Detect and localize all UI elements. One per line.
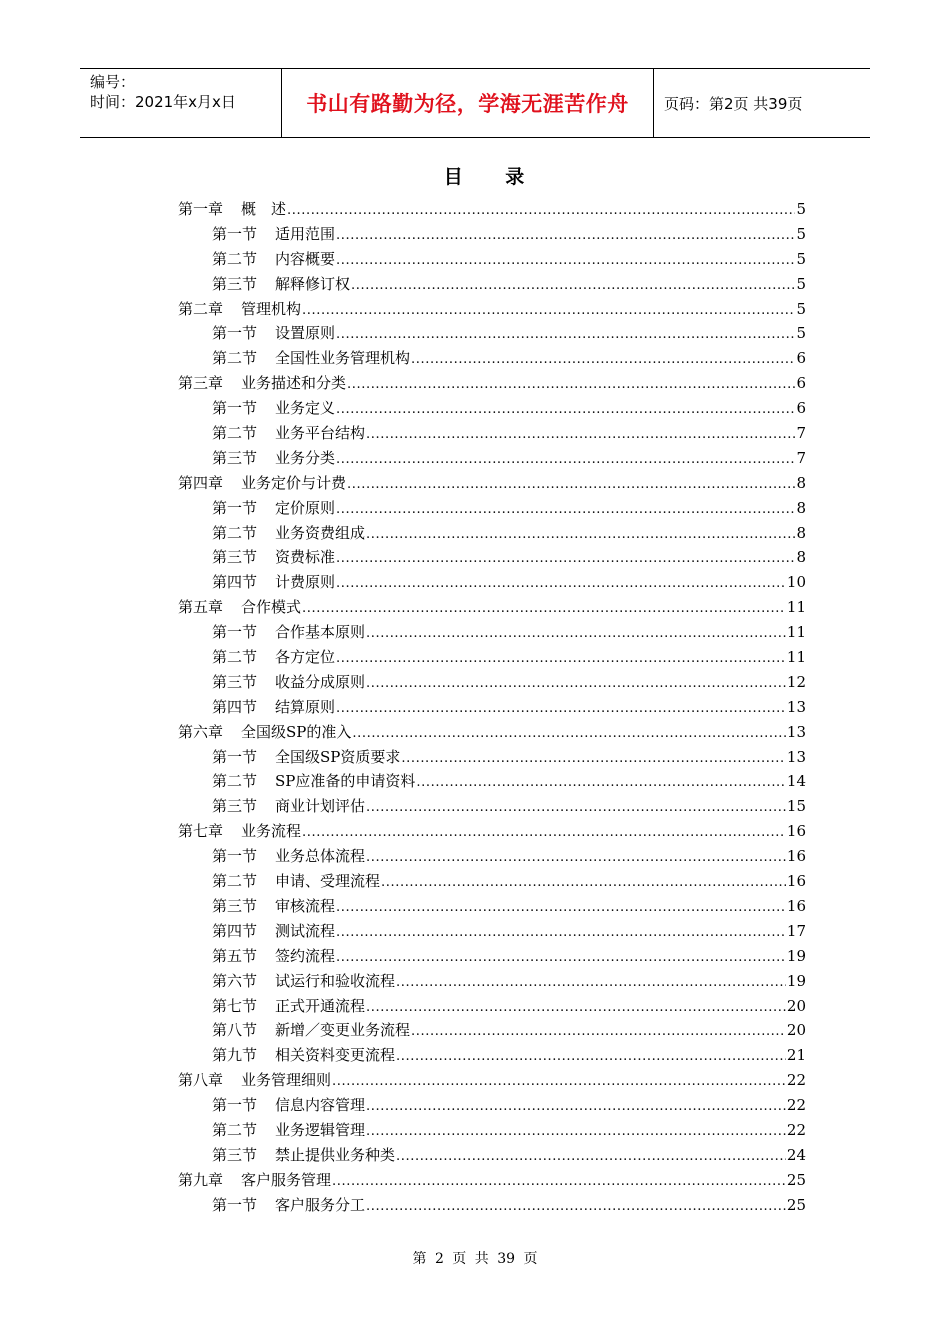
toc-entry-page: 20 bbox=[786, 996, 806, 1015]
toc-entry-number: 第二节 bbox=[212, 249, 258, 268]
toc-entry-page: 22 bbox=[786, 1071, 806, 1090]
toc-entry-title: 业务流程 bbox=[241, 822, 302, 841]
toc-chapter-entry[interactable] bbox=[178, 372, 806, 397]
toc-leader-dots bbox=[302, 825, 786, 840]
toc-section-entry[interactable] bbox=[178, 970, 806, 995]
toc-entry-number: 第四章 bbox=[178, 473, 224, 492]
toc-chapter-entry[interactable] bbox=[178, 596, 806, 621]
toc-entry-page: 7 bbox=[796, 448, 806, 467]
toc-leader-dots bbox=[332, 1074, 786, 1089]
toc-section-entry[interactable] bbox=[178, 248, 806, 273]
toc-entry-number: 第一章 bbox=[178, 200, 224, 218]
toc-entry-page: 5 bbox=[796, 224, 806, 243]
toc-entry-page: 5 bbox=[796, 274, 806, 293]
toc-section-entry[interactable] bbox=[178, 995, 806, 1020]
toc-entry-number: 第二节 bbox=[212, 648, 258, 667]
toc-entry-title: 业务资费组成 bbox=[275, 523, 366, 542]
toc-leader-dots bbox=[336, 925, 786, 940]
toc-entry-number: 第一节 bbox=[212, 1096, 258, 1115]
toc-leader-dots bbox=[332, 1174, 786, 1189]
toc-section-entry[interactable] bbox=[178, 945, 806, 970]
toc-leader-dots bbox=[366, 800, 786, 815]
toc-entry-title: 业务逻辑管理 bbox=[275, 1120, 366, 1139]
page-footer: 第 2 页 共 39 页 bbox=[412, 1251, 538, 1267]
toc-leader-dots bbox=[396, 1049, 786, 1064]
toc-leader-dots bbox=[336, 402, 795, 417]
toc-entry-title: 业务平台结构 bbox=[275, 424, 366, 443]
toc-entry-page: 22 bbox=[786, 1120, 806, 1139]
toc-section-entry[interactable] bbox=[178, 696, 806, 721]
toc-entry-title: 定价原则 bbox=[275, 498, 336, 517]
toc-entry-title: 结算原则 bbox=[275, 697, 336, 716]
toc-entry-number: 第六节 bbox=[212, 971, 258, 990]
toc-entry-number: 第一节 bbox=[212, 1195, 258, 1214]
toc-section-entry[interactable] bbox=[178, 746, 806, 771]
toc-leader-dots bbox=[366, 1099, 786, 1114]
toc-entry-title: 业务定义 bbox=[275, 399, 336, 418]
toc-leader-dots bbox=[336, 950, 786, 965]
toc-section-entry[interactable] bbox=[178, 770, 806, 795]
toc-entry-number: 第三节 bbox=[212, 672, 258, 691]
toc-entry-page: 12 bbox=[786, 672, 806, 691]
toc-entry-title: 业务总体流程 bbox=[275, 847, 366, 866]
toc-entry-number: 第一节 bbox=[212, 847, 258, 866]
toc-leader-dots bbox=[366, 850, 786, 865]
toc-section-entry[interactable] bbox=[178, 920, 806, 945]
toc-entry-title: 业务管理细则 bbox=[241, 1071, 332, 1090]
toc-leader-dots bbox=[351, 278, 795, 293]
toc-entry-page: 7 bbox=[796, 424, 806, 443]
toc-entry-title: 资费标准 bbox=[275, 548, 336, 567]
toc-entry-title: 设置原则 bbox=[275, 324, 336, 343]
toc-leader-dots bbox=[366, 527, 795, 542]
toc-section-entry[interactable] bbox=[178, 422, 806, 447]
header-time-label: 时间：2021年x月x日 bbox=[90, 93, 236, 111]
toc-leader-dots bbox=[381, 875, 786, 890]
toc-section-entry[interactable] bbox=[178, 646, 806, 671]
toc-entry-page: 8 bbox=[796, 473, 806, 492]
toc-entry-page: 17 bbox=[786, 921, 806, 940]
toc-leader-dots bbox=[336, 651, 786, 666]
header-code-label: 编号： bbox=[90, 73, 136, 91]
toc-entry-number: 第七节 bbox=[212, 996, 258, 1015]
toc-entry-number: 第二节 bbox=[212, 872, 258, 891]
toc-entry-page: 5 bbox=[796, 324, 806, 343]
toc-leader-dots bbox=[352, 726, 786, 741]
toc-entry-number: 第五节 bbox=[212, 946, 258, 965]
toc-leader-dots bbox=[396, 1149, 786, 1164]
toc-section-entry[interactable] bbox=[178, 397, 806, 422]
toc-leader-dots bbox=[401, 751, 786, 766]
toc-leader-dots bbox=[366, 676, 786, 691]
toc-entry-number: 第九章 bbox=[178, 1170, 224, 1189]
toc-leader-dots bbox=[366, 626, 786, 641]
toc-chapter-entry[interactable] bbox=[178, 198, 806, 223]
toc-leader-dots bbox=[396, 975, 786, 990]
toc-entry-number: 第六章 bbox=[178, 722, 224, 741]
page-header bbox=[80, 68, 870, 138]
toc-entry-title: 客户服务分工 bbox=[275, 1195, 366, 1214]
toc-leader-dots bbox=[336, 228, 795, 243]
toc-entry-page: 5 bbox=[796, 249, 806, 268]
toc-chapter-entry[interactable] bbox=[178, 1169, 806, 1194]
toc-entry-title: 商业计划评估 bbox=[275, 797, 366, 816]
toc-entry-number: 第二节 bbox=[212, 349, 258, 368]
toc-entry-page: 11 bbox=[786, 598, 806, 617]
toc-entry-title: 业务分类 bbox=[275, 448, 336, 467]
toc-entry-title: 内容概要 bbox=[275, 249, 336, 268]
toc-entry-title: 信息内容管理 bbox=[275, 1096, 366, 1115]
toc-chapter-entry[interactable] bbox=[178, 472, 806, 497]
toc-entry-title: 新增／变更业务流程 bbox=[275, 1021, 411, 1040]
toc-section-entry[interactable] bbox=[178, 1044, 806, 1069]
toc-chapter-entry[interactable] bbox=[178, 1069, 806, 1094]
toc-leader-dots bbox=[336, 551, 795, 566]
toc-leader-dots bbox=[336, 502, 795, 517]
toc-leader-dots bbox=[302, 601, 786, 616]
toc-entry-number: 第七章 bbox=[178, 822, 224, 841]
toc-section-entry[interactable] bbox=[178, 322, 806, 347]
toc-leader-dots bbox=[411, 1024, 786, 1039]
toc-entry-title: 全国级SP资质要求 bbox=[275, 747, 401, 766]
toc-entry-page: 6 bbox=[796, 349, 806, 368]
toc-leader-dots bbox=[347, 477, 795, 492]
toc-section-entry[interactable] bbox=[178, 795, 806, 820]
toc-entry-title: 签约流程 bbox=[275, 946, 336, 965]
header-meta bbox=[80, 69, 282, 137]
toc-section-entry[interactable] bbox=[178, 273, 806, 298]
toc-section-entry[interactable] bbox=[178, 571, 806, 596]
toc-entry-number: 第四节 bbox=[212, 573, 258, 592]
toc-section-entry[interactable] bbox=[178, 347, 806, 372]
toc-entry-title: 禁止提供业务种类 bbox=[275, 1145, 396, 1164]
toc-entry-number: 第二节 bbox=[212, 1120, 258, 1139]
toc-entry-title: 客户服务管理 bbox=[241, 1170, 332, 1189]
toc-entry-number: 第一节 bbox=[212, 498, 258, 517]
toc-leader-dots bbox=[366, 1199, 786, 1214]
toc-entry-number: 第一节 bbox=[212, 324, 258, 343]
toc-entry-number: 第一节 bbox=[212, 399, 258, 418]
toc-entry-page: 6 bbox=[796, 374, 806, 393]
toc-entry-number: 第二节 bbox=[212, 424, 258, 443]
toc-entry-page: 16 bbox=[786, 872, 806, 891]
toc-leader-dots bbox=[366, 427, 795, 442]
toc-leader-dots bbox=[336, 900, 786, 915]
toc-entry-page: 25 bbox=[786, 1195, 806, 1214]
toc-leader-dots bbox=[347, 377, 795, 392]
toc-leader-dots bbox=[336, 576, 786, 591]
toc-leader-dots bbox=[336, 327, 795, 342]
toc-entry-title: 审核流程 bbox=[275, 896, 336, 915]
toc-entry-page: 8 bbox=[796, 548, 806, 567]
toc-section-entry[interactable] bbox=[178, 522, 806, 547]
toc-entry-page: 21 bbox=[786, 1046, 806, 1065]
toc-section-entry[interactable] bbox=[178, 447, 806, 472]
toc-section-entry[interactable] bbox=[178, 497, 806, 522]
toc-entry-number: 第二节 bbox=[212, 772, 258, 791]
toc-section-entry[interactable] bbox=[178, 546, 806, 571]
toc-entry-title: 概 述 bbox=[241, 200, 287, 218]
toc-chapter-entry[interactable] bbox=[178, 721, 806, 746]
toc-entry-number: 第五章 bbox=[178, 598, 224, 617]
toc-entry-number: 第一节 bbox=[212, 623, 258, 642]
toc-section-entry[interactable] bbox=[178, 870, 806, 895]
toc-leader-dots bbox=[302, 303, 795, 318]
toc-entry-number: 第八章 bbox=[178, 1071, 224, 1090]
toc-entry-title: 全国性业务管理机构 bbox=[275, 349, 411, 368]
toc-section-entry[interactable] bbox=[178, 1144, 806, 1169]
toc-entry-page: 11 bbox=[786, 648, 806, 667]
toc-entry-page: 16 bbox=[786, 847, 806, 866]
toc-entry-title: SP应准备的申请资料 bbox=[275, 772, 416, 791]
toc-entry-title: 业务描述和分类 bbox=[241, 374, 347, 393]
toc-leader-dots bbox=[411, 352, 795, 367]
toc-entry-title: 各方定位 bbox=[275, 648, 336, 667]
toc-entry-page: 13 bbox=[786, 747, 806, 766]
toc-entry-title: 计费原则 bbox=[275, 573, 336, 592]
toc-section-entry[interactable] bbox=[178, 1194, 806, 1219]
toc-leader-dots bbox=[336, 701, 786, 716]
toc-entry-page: 13 bbox=[786, 722, 806, 741]
toc-entry-title: 合作基本原则 bbox=[275, 623, 366, 642]
toc-entry-page: 22 bbox=[786, 1096, 806, 1115]
toc-leader-dots bbox=[336, 253, 795, 268]
toc-entry-page: 16 bbox=[786, 896, 806, 915]
toc-entry-page: 5 bbox=[796, 200, 806, 218]
toc-section-entry[interactable] bbox=[178, 895, 806, 920]
header-motto: 书山有路勤为径，学海无涯苦作舟 bbox=[282, 69, 654, 137]
toc-entry-title: 收益分成原则 bbox=[275, 672, 366, 691]
toc-entry-title: 管理机构 bbox=[241, 299, 302, 318]
toc-entry-page: 14 bbox=[786, 772, 806, 791]
toc-chapter-entry[interactable] bbox=[178, 820, 806, 845]
toc-entry-number: 第四节 bbox=[212, 697, 258, 716]
toc-entry-number: 第三节 bbox=[212, 548, 258, 567]
toc-entry-number: 第二节 bbox=[212, 523, 258, 542]
toc-entry-title: 正式开通流程 bbox=[275, 996, 366, 1015]
toc-section-entry[interactable] bbox=[178, 223, 806, 248]
toc-section-entry[interactable] bbox=[178, 845, 806, 870]
header-page-info: 页码：第2页 共39页 bbox=[664, 94, 803, 113]
toc-entry-number: 第九节 bbox=[212, 1046, 258, 1065]
toc-leader-dots bbox=[287, 203, 795, 218]
toc-entry-number: 第三节 bbox=[212, 448, 258, 467]
toc-entry-number: 第三节 bbox=[212, 896, 258, 915]
toc-entry-number: 第三章 bbox=[178, 374, 224, 393]
toc-entry-page: 15 bbox=[786, 797, 806, 816]
toc-entry-title: 合作模式 bbox=[241, 598, 302, 617]
toc-entry-page: 8 bbox=[796, 523, 806, 542]
toc-leader-dots bbox=[416, 775, 786, 790]
toc-entry-title: 适用范围 bbox=[275, 224, 336, 243]
table-of-contents bbox=[178, 198, 806, 1219]
toc-entry-number: 第一节 bbox=[212, 224, 258, 243]
toc-entry-number: 第一节 bbox=[212, 747, 258, 766]
toc-chapter-entry[interactable] bbox=[178, 298, 806, 323]
toc-entry-title: 申请、受理流程 bbox=[275, 872, 381, 891]
toc-entry-title: 业务定价与计费 bbox=[241, 473, 347, 492]
toc-entry-number: 第二章 bbox=[178, 299, 224, 318]
toc-leader-dots bbox=[366, 1000, 786, 1015]
toc-section-entry[interactable] bbox=[178, 1094, 806, 1119]
toc-entry-title: 试运行和验收流程 bbox=[275, 971, 396, 990]
toc-entry-number: 第八节 bbox=[212, 1021, 258, 1040]
toc-section-entry[interactable] bbox=[178, 1019, 806, 1044]
toc-section-entry[interactable] bbox=[178, 621, 806, 646]
toc-entry-title: 相关资料变更流程 bbox=[275, 1046, 396, 1065]
toc-entry-page: 5 bbox=[796, 299, 806, 318]
toc-entry-number: 第三节 bbox=[212, 797, 258, 816]
toc-entry-page: 16 bbox=[786, 822, 806, 841]
toc-entry-page: 24 bbox=[786, 1145, 806, 1164]
toc-entry-page: 10 bbox=[786, 573, 806, 592]
toc-section-entry[interactable] bbox=[178, 1119, 806, 1144]
toc-entry-page: 20 bbox=[786, 1021, 806, 1040]
toc-title: 目 录 bbox=[443, 166, 543, 188]
toc-entry-page: 19 bbox=[786, 946, 806, 965]
toc-entry-number: 第四节 bbox=[212, 921, 258, 940]
toc-entry-number: 第三节 bbox=[212, 1145, 258, 1164]
toc-entry-title: 全国级SP的准入 bbox=[241, 722, 352, 741]
toc-entry-page: 11 bbox=[786, 623, 806, 642]
toc-entry-title: 测试流程 bbox=[275, 921, 336, 940]
toc-leader-dots bbox=[366, 1124, 786, 1139]
toc-entry-title: 解释修订权 bbox=[275, 274, 351, 293]
toc-section-entry[interactable] bbox=[178, 671, 806, 696]
toc-entry-number: 第三节 bbox=[212, 274, 258, 293]
toc-entry-page: 13 bbox=[786, 697, 806, 716]
toc-entry-page: 8 bbox=[796, 498, 806, 517]
toc-leader-dots bbox=[336, 452, 795, 467]
toc-entry-page: 25 bbox=[786, 1170, 806, 1189]
toc-entry-page: 19 bbox=[786, 971, 806, 990]
toc-entry-page: 6 bbox=[796, 399, 806, 418]
